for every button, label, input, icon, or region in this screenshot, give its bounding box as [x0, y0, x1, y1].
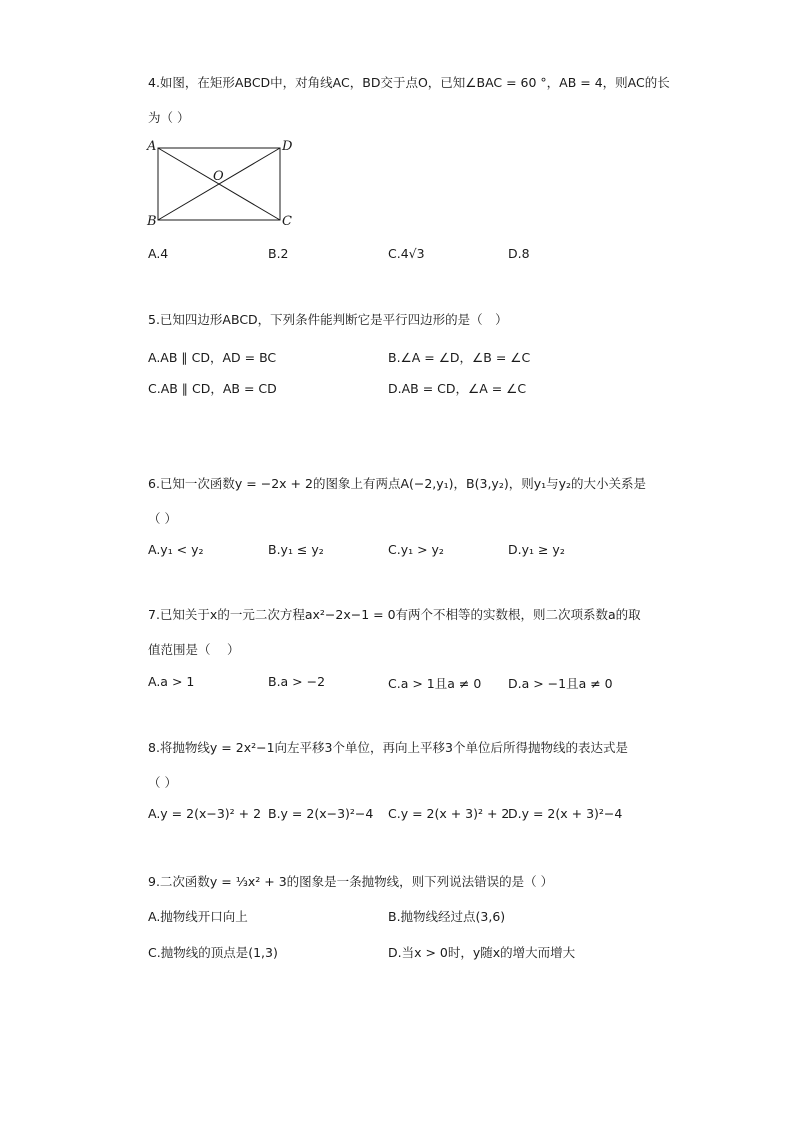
question-9-option-b[interactable]: B.抛物线经过点(3,6) — [388, 909, 506, 924]
question-4-stem-line-2: 为（ ） — [148, 110, 190, 125]
question-6-option-a[interactable]: A.y₁ < y₂ — [148, 542, 204, 557]
rectangle-abcd-diagram — [140, 135, 310, 235]
question-5-option-d[interactable]: D.AB = CD，∠A = ∠C — [388, 381, 527, 396]
question-4-stem-line-1: 4.如图，在矩形ABCD中，对角线AC，BD交于点O，已知∠BAC = 60 °，AB = 4，则AC的长 — [148, 75, 670, 90]
label-b: B — [147, 214, 157, 229]
question-7-option-b[interactable]: B.a > −2 — [268, 674, 326, 689]
question-8-option-b[interactable]: B.y = 2(x−3)²−4 — [268, 806, 374, 821]
question-7-option-a[interactable]: A.a > 1 — [148, 674, 195, 689]
question-7-stem-line-2: 值范围是（ ） — [148, 642, 240, 657]
question-4-option-a[interactable]: A.4 — [148, 246, 169, 261]
question-9-option-a[interactable]: A.抛物线开口向上 — [148, 909, 248, 924]
question-5-stem-line-1: 5.已知四边形ABCD，下列条件能判断它是平行四边形的是（ ） — [148, 312, 508, 327]
question-7-stem-line-1: 7.已知关于x的一元二次方程ax²−2x−1 = 0有两个不相等的实数根，则二次项系数a的取 — [148, 607, 641, 622]
question-6-option-c[interactable]: C.y₁ > y₂ — [388, 542, 444, 557]
question-5-option-c[interactable]: C.AB ∥ CD，AB = CD — [148, 381, 277, 396]
question-9-option-d[interactable]: D.当x > 0时，y随x的增大而增大 — [388, 945, 576, 960]
question-6-option-b[interactable]: B.y₁ ≤ y₂ — [268, 542, 324, 557]
question-9-option-c[interactable]: C.抛物线的顶点是(1,3) — [148, 945, 278, 960]
label-c: C — [282, 214, 292, 229]
question-6-option-d[interactable]: D.y₁ ≥ y₂ — [508, 542, 565, 557]
question-4-option-b[interactable]: B.2 — [268, 246, 289, 261]
question-8-option-c[interactable]: C.y = 2(x + 3)² + 2 — [388, 806, 510, 821]
question-5-option-a[interactable]: A.AB ∥ CD，AD = BC — [148, 350, 277, 365]
question-8-stem-line-1: 8.将抛物线y = 2x²−1向左平移3个单位，再向上平移3个单位后所得抛物线的表达式是 — [148, 740, 628, 755]
label-o: O — [213, 169, 224, 184]
question-7-option-c[interactable]: C.a > 1且a ≠ 0 — [388, 676, 482, 691]
question-7-option-d[interactable]: D.a > −1且a ≠ 0 — [508, 676, 613, 691]
label-a: A — [147, 139, 157, 154]
question-6-stem-line-1: 6.已知一次函数y = −2x + 2的图象上有两点A(−2,y₁)，B(3,y₂)，则y₁与y₂的大小关系是 — [148, 476, 647, 491]
question-8-stem-line-2: （ ） — [148, 775, 177, 790]
label-d: D — [282, 139, 293, 154]
question-5-option-b[interactable]: B.∠A = ∠D，∠B = ∠C — [388, 350, 531, 365]
question-9-stem-line-1: 9.二次函数y = ⅓x² + 3的图象是一条抛物线，则下列说法错误的是（ ） — [148, 874, 554, 889]
question-6-stem-line-2: （ ） — [148, 511, 177, 526]
question-4-option-d[interactable]: D.8 — [508, 246, 530, 261]
question-4-option-c[interactable]: C.4√3 — [388, 246, 425, 261]
question-8-option-d[interactable]: D.y = 2(x + 3)²−4 — [508, 806, 623, 821]
question-8-option-a[interactable]: A.y = 2(x−3)² + 2 — [148, 806, 262, 821]
